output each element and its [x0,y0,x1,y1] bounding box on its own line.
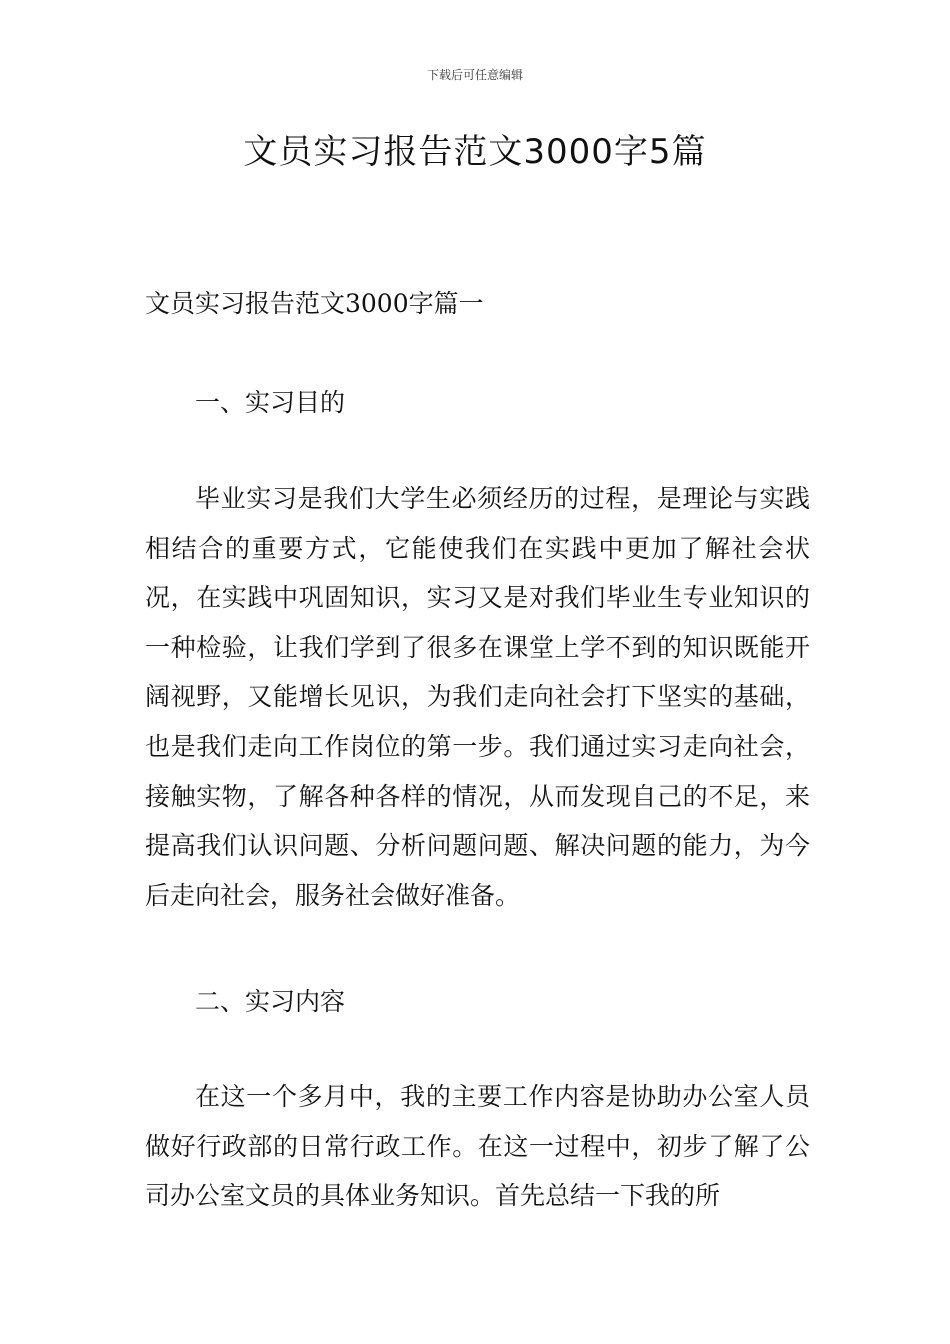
paragraph-internship-purpose: 毕业实习是我们大学生必须经历的过程，是理论与实践相结合的重要方式，它能使我们在实践中更加了解社会状况，在实践中巩固知识，实习又是对我们毕业生专业知识的一种检验，让我们学到了很多在课堂上学不到的知识既能开阔视野，又能增长见识，为我们走向社会打下坚实的基础，也是我们走向工作岗位的第一步。我们通过实习走向社会，接触实物，了解各种各样的情况，从而发现自己的不足，来提高我们认识问题、分析问题问题、解决问题的能力，为今后走向社会，服务社会做好准备。 [145,484,810,910]
heading-internship-content: 二、实习内容 [195,987,346,1016]
document-title: 文员实习报告范文3000字5篇 [243,132,707,172]
header-note: 下载后可任意编辑 [426,68,523,82]
section-title: 文员实习报告范文3000字篇一 [145,289,484,318]
heading-internship-purpose: 一、实习目的 [195,388,346,417]
paragraph-internship-content: 在这一个多月中，我的主要工作内容是协助办公室人员做好行政部的日常行政工作。在这一过程中，初步了解了公司办公室文员的具体业务知识。首先总结一下我的所 [145,1082,810,1211]
